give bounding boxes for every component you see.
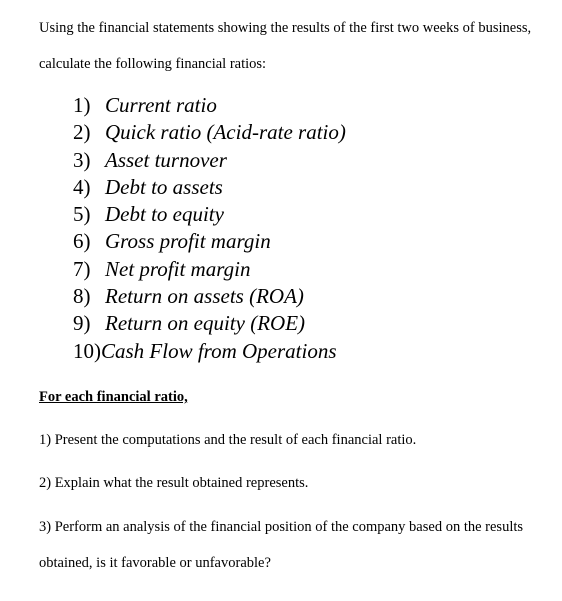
- list-item-number: 3): [73, 147, 91, 172]
- list-item-number: 6): [73, 229, 91, 254]
- financial-ratio-list: [73, 92, 346, 365]
- list-item: [73, 174, 346, 201]
- list-item: [73, 283, 346, 310]
- list-item: [73, 92, 346, 119]
- list-item: [73, 147, 346, 174]
- list-item-label: Cash Flow from Operations: [101, 338, 337, 363]
- list-item-label: Debt to assets: [105, 174, 223, 199]
- list-item: [73, 201, 346, 228]
- instruction-step: 1) Present the computations and the result of each financial ratio.: [39, 432, 417, 448]
- list-item-number: 7): [73, 256, 91, 281]
- list-item-number: 1): [73, 93, 91, 117]
- list-item: [73, 119, 346, 146]
- list-item-label: Net profit margin: [105, 256, 251, 281]
- list-item-label: Return on equity (ROE): [105, 311, 306, 336]
- list-item-number: 5): [73, 202, 91, 227]
- list-item-label: Gross profit margin: [105, 229, 271, 254]
- list-item: [73, 228, 346, 255]
- list-item-number: 10): [73, 338, 101, 363]
- section-heading: For each financial ratio,: [39, 389, 188, 405]
- list-item-number: 4): [73, 174, 91, 199]
- list-item: [73, 256, 346, 283]
- list-item-label: Asset turnover: [105, 147, 227, 172]
- list-item: [73, 338, 346, 365]
- list-item-label: Current ratio: [105, 93, 217, 117]
- list-item-label: Debt to equity: [105, 202, 224, 227]
- list-item-number: 2): [73, 120, 91, 145]
- list-item-number: 8): [73, 284, 91, 309]
- intro-paragraph: Using the financial statements showing the results of the first two weeks of business, calculate the following financial ratios:: [39, 20, 532, 72]
- list-item-number: 9): [73, 311, 91, 336]
- list-item-label: Return on assets (ROA): [105, 284, 304, 309]
- instruction-step: 3) Perform an analysis of the financial position of the company based on the results obtained, is it favorable or unfavorable?: [39, 519, 524, 571]
- list-item-label: Quick ratio (Acid-rate ratio): [105, 120, 346, 145]
- list-item: [73, 310, 346, 337]
- instruction-step: 2) Explain what the result obtained represents.: [39, 475, 309, 491]
